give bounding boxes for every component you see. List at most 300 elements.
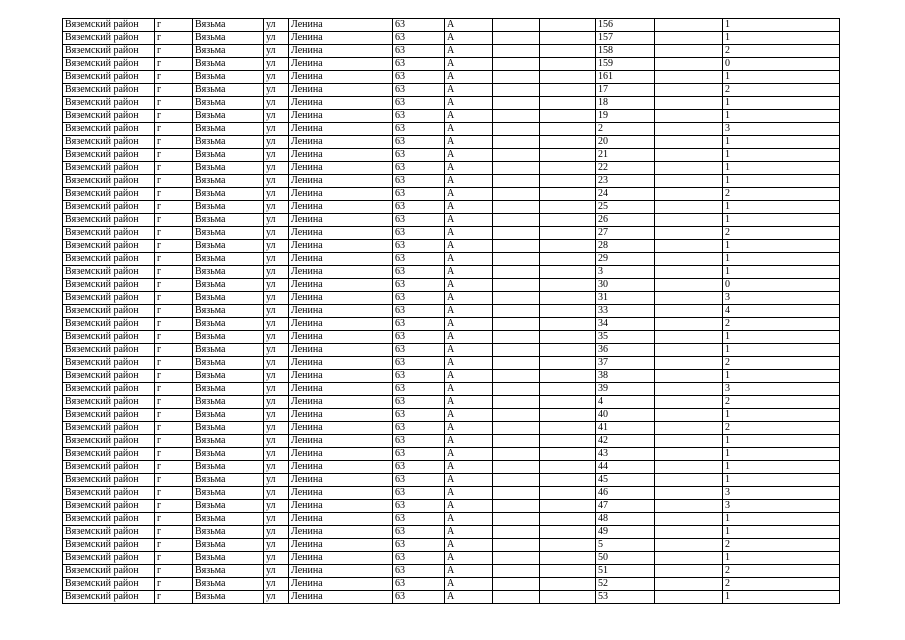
house-number-cell: 63 xyxy=(393,591,445,604)
district-cell: Вяземский район xyxy=(63,45,155,58)
street-cell: Ленина xyxy=(289,136,393,149)
building-letter-cell: А xyxy=(445,279,493,292)
empty-cell-1 xyxy=(493,331,540,344)
table-row xyxy=(63,84,840,97)
table-body xyxy=(63,19,840,604)
city-cell: Вязьма xyxy=(193,552,264,565)
apartment-cell: 18 xyxy=(596,97,655,110)
apartment-cell: 22 xyxy=(596,162,655,175)
settlement-type-cell: г xyxy=(155,396,193,409)
empty-cell-1 xyxy=(493,162,540,175)
count-cell: 1 xyxy=(723,71,840,84)
house-number-cell: 63 xyxy=(393,266,445,279)
empty-cell-2 xyxy=(540,422,596,435)
street-cell: Ленина xyxy=(289,331,393,344)
empty-cell-3 xyxy=(655,539,723,552)
city-cell: Вязьма xyxy=(193,448,264,461)
city-cell: Вязьма xyxy=(193,578,264,591)
empty-cell-1 xyxy=(493,383,540,396)
apartment-cell: 38 xyxy=(596,370,655,383)
empty-cell-1 xyxy=(493,149,540,162)
street-cell: Ленина xyxy=(289,539,393,552)
district-cell: Вяземский район xyxy=(63,487,155,500)
empty-cell-1 xyxy=(493,409,540,422)
settlement-type-cell: г xyxy=(155,344,193,357)
street-type-cell: ул xyxy=(264,214,289,227)
street-cell: Ленина xyxy=(289,318,393,331)
house-number-cell: 63 xyxy=(393,136,445,149)
empty-cell-1 xyxy=(493,578,540,591)
city-cell: Вязьма xyxy=(193,513,264,526)
street-type-cell: ул xyxy=(264,344,289,357)
count-cell: 3 xyxy=(723,123,840,136)
district-cell: Вяземский район xyxy=(63,292,155,305)
settlement-type-cell: г xyxy=(155,383,193,396)
count-cell: 1 xyxy=(723,552,840,565)
table-row xyxy=(63,448,840,461)
count-cell: 1 xyxy=(723,175,840,188)
empty-cell-1 xyxy=(493,136,540,149)
city-cell: Вязьма xyxy=(193,396,264,409)
empty-cell-2 xyxy=(540,188,596,201)
apartment-cell: 46 xyxy=(596,487,655,500)
count-cell: 2 xyxy=(723,578,840,591)
street-type-cell: ул xyxy=(264,136,289,149)
apartment-cell: 17 xyxy=(596,84,655,97)
street-cell: Ленина xyxy=(289,474,393,487)
building-letter-cell: А xyxy=(445,344,493,357)
empty-cell-1 xyxy=(493,240,540,253)
city-cell: Вязьма xyxy=(193,318,264,331)
empty-cell-1 xyxy=(493,32,540,45)
settlement-type-cell: г xyxy=(155,565,193,578)
street-type-cell: ул xyxy=(264,396,289,409)
street-type-cell: ул xyxy=(264,526,289,539)
street-type-cell: ул xyxy=(264,32,289,45)
city-cell: Вязьма xyxy=(193,565,264,578)
empty-cell-2 xyxy=(540,513,596,526)
building-letter-cell: А xyxy=(445,461,493,474)
empty-cell-3 xyxy=(655,396,723,409)
district-cell: Вяземский район xyxy=(63,136,155,149)
table-row xyxy=(63,58,840,71)
empty-cell-3 xyxy=(655,578,723,591)
city-cell: Вязьма xyxy=(193,97,264,110)
street-cell: Ленина xyxy=(289,97,393,110)
city-cell: Вязьма xyxy=(193,539,264,552)
street-cell: Ленина xyxy=(289,357,393,370)
empty-cell-1 xyxy=(493,227,540,240)
table-row xyxy=(63,396,840,409)
street-type-cell: ул xyxy=(264,409,289,422)
empty-cell-3 xyxy=(655,448,723,461)
table-row xyxy=(63,513,840,526)
empty-cell-3 xyxy=(655,474,723,487)
street-cell: Ленина xyxy=(289,513,393,526)
district-cell: Вяземский район xyxy=(63,331,155,344)
building-letter-cell: А xyxy=(445,253,493,266)
city-cell: Вязьма xyxy=(193,487,264,500)
empty-cell-2 xyxy=(540,331,596,344)
street-type-cell: ул xyxy=(264,84,289,97)
apartment-cell: 28 xyxy=(596,240,655,253)
street-type-cell: ул xyxy=(264,58,289,71)
table-row xyxy=(63,331,840,344)
city-cell: Вязьма xyxy=(193,279,264,292)
street-type-cell: ул xyxy=(264,201,289,214)
street-cell: Ленина xyxy=(289,552,393,565)
district-cell: Вяземский район xyxy=(63,58,155,71)
settlement-type-cell: г xyxy=(155,97,193,110)
city-cell: Вязьма xyxy=(193,123,264,136)
apartment-cell: 45 xyxy=(596,474,655,487)
district-cell: Вяземский район xyxy=(63,279,155,292)
apartment-cell: 43 xyxy=(596,448,655,461)
street-cell: Ленина xyxy=(289,84,393,97)
table-row xyxy=(63,435,840,448)
empty-cell-3 xyxy=(655,500,723,513)
house-number-cell: 63 xyxy=(393,487,445,500)
table-row xyxy=(63,32,840,45)
count-cell: 1 xyxy=(723,526,840,539)
count-cell: 2 xyxy=(723,565,840,578)
empty-cell-1 xyxy=(493,422,540,435)
settlement-type-cell: г xyxy=(155,578,193,591)
empty-cell-3 xyxy=(655,58,723,71)
settlement-type-cell: г xyxy=(155,331,193,344)
settlement-type-cell: г xyxy=(155,318,193,331)
empty-cell-3 xyxy=(655,487,723,500)
street-type-cell: ул xyxy=(264,305,289,318)
count-cell: 1 xyxy=(723,110,840,123)
street-cell: Ленина xyxy=(289,201,393,214)
settlement-type-cell: г xyxy=(155,123,193,136)
street-type-cell: ул xyxy=(264,162,289,175)
empty-cell-1 xyxy=(493,370,540,383)
count-cell: 1 xyxy=(723,513,840,526)
empty-cell-1 xyxy=(493,71,540,84)
empty-cell-3 xyxy=(655,32,723,45)
empty-cell-3 xyxy=(655,513,723,526)
empty-cell-2 xyxy=(540,565,596,578)
table-row xyxy=(63,318,840,331)
district-cell: Вяземский район xyxy=(63,409,155,422)
house-number-cell: 63 xyxy=(393,214,445,227)
street-type-cell: ул xyxy=(264,266,289,279)
street-cell: Ленина xyxy=(289,32,393,45)
building-letter-cell: А xyxy=(445,487,493,500)
street-type-cell: ул xyxy=(264,318,289,331)
empty-cell-2 xyxy=(540,461,596,474)
district-cell: Вяземский район xyxy=(63,422,155,435)
table-row xyxy=(63,539,840,552)
table-row xyxy=(63,409,840,422)
street-type-cell: ул xyxy=(264,240,289,253)
settlement-type-cell: г xyxy=(155,487,193,500)
house-number-cell: 63 xyxy=(393,383,445,396)
district-cell: Вяземский район xyxy=(63,565,155,578)
house-number-cell: 63 xyxy=(393,201,445,214)
empty-cell-2 xyxy=(540,409,596,422)
house-number-cell: 63 xyxy=(393,58,445,71)
empty-cell-2 xyxy=(540,110,596,123)
city-cell: Вязьма xyxy=(193,162,264,175)
building-letter-cell: А xyxy=(445,71,493,84)
street-type-cell: ул xyxy=(264,474,289,487)
count-cell: 1 xyxy=(723,19,840,32)
district-cell: Вяземский район xyxy=(63,19,155,32)
empty-cell-2 xyxy=(540,201,596,214)
house-number-cell: 63 xyxy=(393,513,445,526)
table-row xyxy=(63,266,840,279)
house-number-cell: 63 xyxy=(393,279,445,292)
street-cell: Ленина xyxy=(289,188,393,201)
count-cell: 2 xyxy=(723,188,840,201)
house-number-cell: 63 xyxy=(393,318,445,331)
table-row xyxy=(63,357,840,370)
house-number-cell: 63 xyxy=(393,253,445,266)
building-letter-cell: А xyxy=(445,58,493,71)
table-row xyxy=(63,279,840,292)
house-number-cell: 63 xyxy=(393,565,445,578)
house-number-cell: 63 xyxy=(393,110,445,123)
district-cell: Вяземский район xyxy=(63,253,155,266)
street-cell: Ленина xyxy=(289,578,393,591)
empty-cell-1 xyxy=(493,84,540,97)
count-cell: 1 xyxy=(723,331,840,344)
city-cell: Вязьма xyxy=(193,344,264,357)
street-type-cell: ул xyxy=(264,487,289,500)
empty-cell-1 xyxy=(493,461,540,474)
empty-cell-2 xyxy=(540,97,596,110)
settlement-type-cell: г xyxy=(155,305,193,318)
empty-cell-1 xyxy=(493,318,540,331)
table-row xyxy=(63,19,840,32)
city-cell: Вязьма xyxy=(193,500,264,513)
house-number-cell: 63 xyxy=(393,71,445,84)
settlement-type-cell: г xyxy=(155,240,193,253)
street-cell: Ленина xyxy=(289,487,393,500)
apartment-cell: 50 xyxy=(596,552,655,565)
building-letter-cell: А xyxy=(445,188,493,201)
apartment-cell: 2 xyxy=(596,123,655,136)
building-letter-cell: А xyxy=(445,84,493,97)
house-number-cell: 63 xyxy=(393,331,445,344)
house-number-cell: 63 xyxy=(393,370,445,383)
district-cell: Вяземский район xyxy=(63,383,155,396)
empty-cell-2 xyxy=(540,305,596,318)
empty-cell-3 xyxy=(655,591,723,604)
district-cell: Вяземский район xyxy=(63,162,155,175)
street-type-cell: ул xyxy=(264,552,289,565)
count-cell: 2 xyxy=(723,318,840,331)
street-type-cell: ул xyxy=(264,591,289,604)
settlement-type-cell: г xyxy=(155,227,193,240)
empty-cell-1 xyxy=(493,201,540,214)
apartment-cell: 40 xyxy=(596,409,655,422)
street-type-cell: ул xyxy=(264,19,289,32)
empty-cell-2 xyxy=(540,435,596,448)
settlement-type-cell: г xyxy=(155,201,193,214)
apartment-cell: 47 xyxy=(596,500,655,513)
district-cell: Вяземский район xyxy=(63,71,155,84)
street-cell: Ленина xyxy=(289,461,393,474)
empty-cell-2 xyxy=(540,58,596,71)
city-cell: Вязьма xyxy=(193,175,264,188)
apartment-cell: 158 xyxy=(596,45,655,58)
empty-cell-2 xyxy=(540,370,596,383)
district-cell: Вяземский район xyxy=(63,370,155,383)
empty-cell-3 xyxy=(655,435,723,448)
street-type-cell: ул xyxy=(264,97,289,110)
building-letter-cell: А xyxy=(445,19,493,32)
empty-cell-1 xyxy=(493,266,540,279)
street-type-cell: ул xyxy=(264,435,289,448)
house-number-cell: 63 xyxy=(393,435,445,448)
city-cell: Вязьма xyxy=(193,71,264,84)
data-table xyxy=(62,18,840,604)
building-letter-cell: А xyxy=(445,396,493,409)
street-cell: Ленина xyxy=(289,344,393,357)
count-cell: 1 xyxy=(723,344,840,357)
empty-cell-1 xyxy=(493,565,540,578)
house-number-cell: 63 xyxy=(393,552,445,565)
settlement-type-cell: г xyxy=(155,266,193,279)
empty-cell-3 xyxy=(655,357,723,370)
street-cell: Ленина xyxy=(289,500,393,513)
street-type-cell: ул xyxy=(264,461,289,474)
settlement-type-cell: г xyxy=(155,214,193,227)
table-row xyxy=(63,292,840,305)
table-row xyxy=(63,461,840,474)
settlement-type-cell: г xyxy=(155,292,193,305)
empty-cell-1 xyxy=(493,123,540,136)
city-cell: Вязьма xyxy=(193,305,264,318)
empty-cell-2 xyxy=(540,214,596,227)
count-cell: 2 xyxy=(723,422,840,435)
street-cell: Ленина xyxy=(289,19,393,32)
empty-cell-3 xyxy=(655,292,723,305)
settlement-type-cell: г xyxy=(155,513,193,526)
settlement-type-cell: г xyxy=(155,448,193,461)
empty-cell-2 xyxy=(540,136,596,149)
empty-cell-2 xyxy=(540,318,596,331)
settlement-type-cell: г xyxy=(155,357,193,370)
building-letter-cell: А xyxy=(445,474,493,487)
table-row xyxy=(63,500,840,513)
house-number-cell: 63 xyxy=(393,149,445,162)
house-number-cell: 63 xyxy=(393,448,445,461)
building-letter-cell: А xyxy=(445,526,493,539)
building-letter-cell: А xyxy=(445,32,493,45)
house-number-cell: 63 xyxy=(393,175,445,188)
settlement-type-cell: г xyxy=(155,19,193,32)
count-cell: 3 xyxy=(723,383,840,396)
table-row xyxy=(63,370,840,383)
empty-cell-3 xyxy=(655,45,723,58)
building-letter-cell: А xyxy=(445,162,493,175)
district-cell: Вяземский район xyxy=(63,513,155,526)
empty-cell-3 xyxy=(655,383,723,396)
district-cell: Вяземский район xyxy=(63,214,155,227)
apartment-cell: 51 xyxy=(596,565,655,578)
apartment-cell: 42 xyxy=(596,435,655,448)
empty-cell-1 xyxy=(493,487,540,500)
apartment-cell: 3 xyxy=(596,266,655,279)
empty-cell-1 xyxy=(493,357,540,370)
settlement-type-cell: г xyxy=(155,84,193,97)
empty-cell-3 xyxy=(655,123,723,136)
building-letter-cell: А xyxy=(445,136,493,149)
empty-cell-2 xyxy=(540,279,596,292)
house-number-cell: 63 xyxy=(393,422,445,435)
street-type-cell: ул xyxy=(264,227,289,240)
count-cell: 0 xyxy=(723,58,840,71)
empty-cell-1 xyxy=(493,175,540,188)
settlement-type-cell: г xyxy=(155,162,193,175)
empty-cell-2 xyxy=(540,591,596,604)
city-cell: Вязьма xyxy=(193,84,264,97)
city-cell: Вязьма xyxy=(193,19,264,32)
house-number-cell: 63 xyxy=(393,344,445,357)
table-row xyxy=(63,487,840,500)
street-cell: Ленина xyxy=(289,292,393,305)
street-type-cell: ул xyxy=(264,357,289,370)
street-cell: Ленина xyxy=(289,565,393,578)
empty-cell-2 xyxy=(540,253,596,266)
building-letter-cell: А xyxy=(445,227,493,240)
house-number-cell: 63 xyxy=(393,578,445,591)
city-cell: Вязьма xyxy=(193,370,264,383)
empty-cell-2 xyxy=(540,396,596,409)
settlement-type-cell: г xyxy=(155,188,193,201)
house-number-cell: 63 xyxy=(393,240,445,253)
empty-cell-3 xyxy=(655,71,723,84)
street-cell: Ленина xyxy=(289,214,393,227)
settlement-type-cell: г xyxy=(155,500,193,513)
count-cell: 1 xyxy=(723,253,840,266)
house-number-cell: 63 xyxy=(393,474,445,487)
empty-cell-2 xyxy=(540,383,596,396)
empty-cell-3 xyxy=(655,214,723,227)
empty-cell-1 xyxy=(493,305,540,318)
table-row xyxy=(63,526,840,539)
empty-cell-2 xyxy=(540,71,596,84)
city-cell: Вязьма xyxy=(193,227,264,240)
apartment-cell: 30 xyxy=(596,279,655,292)
empty-cell-3 xyxy=(655,279,723,292)
empty-cell-1 xyxy=(493,279,540,292)
house-number-cell: 63 xyxy=(393,227,445,240)
apartment-cell: 52 xyxy=(596,578,655,591)
city-cell: Вязьма xyxy=(193,422,264,435)
count-cell: 1 xyxy=(723,474,840,487)
street-cell: Ленина xyxy=(289,526,393,539)
empty-cell-3 xyxy=(655,97,723,110)
apartment-cell: 49 xyxy=(596,526,655,539)
count-cell: 2 xyxy=(723,84,840,97)
count-cell: 3 xyxy=(723,487,840,500)
building-letter-cell: А xyxy=(445,578,493,591)
empty-cell-2 xyxy=(540,45,596,58)
table-row xyxy=(63,591,840,604)
house-number-cell: 63 xyxy=(393,45,445,58)
city-cell: Вязьма xyxy=(193,591,264,604)
empty-cell-2 xyxy=(540,227,596,240)
empty-cell-3 xyxy=(655,305,723,318)
table-row xyxy=(63,474,840,487)
apartment-cell: 44 xyxy=(596,461,655,474)
